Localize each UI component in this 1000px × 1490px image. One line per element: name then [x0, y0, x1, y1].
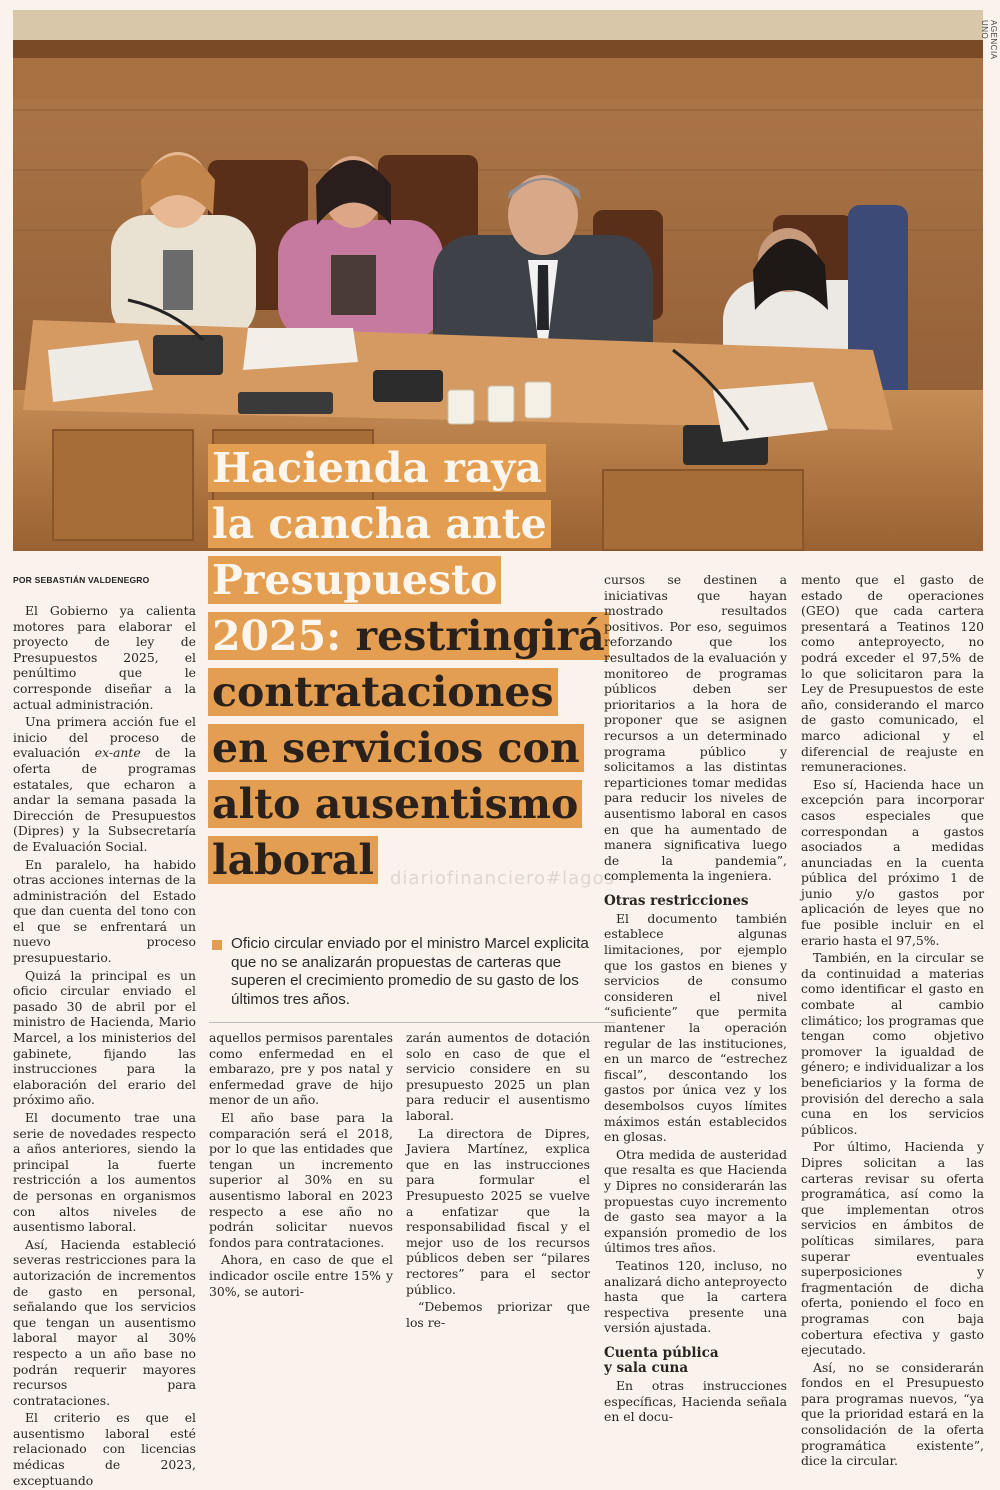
- paragraph: [13, 714, 196, 854]
- headline-line: en servicios con: [208, 724, 584, 772]
- article-column-2: [209, 1030, 393, 1301]
- headline-line: laboral: [208, 836, 378, 884]
- paragraph: “Debemos priorizar que los re-: [406, 1299, 590, 1330]
- paragraph: Teatinos 120, incluso, no analizará dicho anteproyecto hasta que la cartera respectiva presente una versión ajustada.: [604, 1257, 787, 1336]
- paragraph: El Gobierno ya calienta motores para elaborar el proyecto de ley de Presupuestos 2025, el penúltimo que le corresponde diseñar a la actual administración.: [13, 603, 196, 712]
- headline-line: 2025:: [212, 612, 342, 660]
- headline-line: Hacienda raya: [208, 444, 546, 492]
- paragraph: El año base para la comparación será el 2018, por lo que las entidades que tengan un incremento superior al 30% en su ausentismo laboral en 2023 respecto a ese año no podrán solicitar nuevos fondos para contrataciones.: [209, 1109, 393, 1250]
- pull-quote-text: Oficio circular enviado por el ministro Marcel explicita que no se analizarán propuestas de carteras que superen el crecimiento promedio de su gasto de los últimos tres años.: [231, 935, 589, 1008]
- subheading-line: Cuenta pública: [604, 1344, 719, 1361]
- headline: [208, 440, 608, 888]
- paragraph: El criterio es que el ausentismo laboral esté relacionado con licencias médicas de 2023, exceptuando: [13, 1410, 196, 1488]
- subheading: Otras restricciones: [604, 892, 749, 909]
- paragraph: En paralelo, ha habido otras acciones internas de la administración del Estado que dan cuenta del tono con el que se enfrentará un nuevo proceso presupuestario.: [13, 856, 196, 966]
- paragraph: Eso sí, Hacienda hace un excepción para incorporar casos especiales que correspondan a gastos asociados a medidas anunciadas en la cuenta pública del próximo 1 de junio y/o gastos por aplicación de leyes que no fue posible incluir en el erario hasta el 97,5%.: [801, 776, 984, 948]
- pull-quote: [209, 935, 611, 1009]
- subheading-line: y sala cuna: [604, 1359, 689, 1376]
- headline-line: la cancha ante: [208, 500, 551, 548]
- photo-credit: AGENCIA UNO: [980, 20, 998, 60]
- article-column-1: [13, 603, 196, 1490]
- headline-line: restringirá: [355, 612, 605, 660]
- paragraph: Otra medida de austeridad que resalta es que Hacienda y Dipres no considerarán las propuestas cuyo incremento de gasto sea mayor a la expansión promedio de los últimos tres años.: [604, 1146, 787, 1256]
- headline-line: contrataciones: [208, 668, 558, 716]
- paragraph: Por último, Hacienda y Dipres solicitan a las carteras revisar su oferta programática, así como la que implementan otros servicios en ámbitos de políticas similares, para superar eventuales superposiciones y fragmentación de dicha oferta, poniendo el foco en programas con baja cobertura efectiva y gasto ejecutado.: [801, 1139, 984, 1358]
- paragraph: La directora de Dipres, Javiera Martínez, explica que en las instrucciones para formular el Presupuesto 2025 se vuelve a enfatizar que la responsabilidad fiscal y el mejor uso de los recursos públicos deben ser “pilares rectores” para el sector público.: [406, 1125, 590, 1297]
- paragraph: El documento trae una serie de novedades respecto a años anteriores, siendo la principal la fuerte restricción a los aumentos de personas en organismos con altos niveles de ausentismo laboral.: [13, 1110, 196, 1235]
- square-bullet-icon: [212, 940, 222, 950]
- paragraph: Ahora, en caso de que el indicador oscile entre 15% y 30%, se autori-: [209, 1252, 393, 1299]
- paragraph: El documento también establece algunas limitaciones, por ejemplo que los gastos en bienes y servicios de consumo consideren el nivel “suficiente” que permita mantener la operación regular de las instituciones, en un marco de “estrechez fiscal”, descontando los gastos por única vez y los desembolsos cuyos límites máximos están establecidos en glosas.: [604, 910, 787, 1145]
- article-column-4: [604, 572, 787, 1427]
- article-column-3: [406, 1030, 590, 1332]
- subheading: [604, 1346, 787, 1376]
- watermark-text: diariofinanciero#lagos: [390, 868, 615, 889]
- headline-line: Presupuesto: [208, 556, 501, 604]
- paragraph: Así, Hacienda estableció severas restricciones para la autorización de incrementos de gasto en personal, señalando que los servicios que tengan un ausentismo laboral mayor al 30% respecto a un año base no podrán requerir mayores recursos para contrataciones.: [13, 1236, 196, 1408]
- paragraph-text: de la oferta de programas estatales, que echaron a andar la semana pasada la Dirección de Presupuestos (Dipres) y la Subsecretaría de Evaluación Social.: [13, 745, 196, 854]
- paragraph: zarán aumentos de dotación solo en caso de que el servicio considere en su presupuesto 2025 un plan para reducir el ausentismo laboral.: [406, 1030, 590, 1123]
- divider: [209, 1022, 615, 1023]
- paragraph: En otras instrucciones específicas, Hacienda señala en el docu-: [604, 1377, 787, 1425]
- paragraph: aquellos permisos parentales como enfermedad en el embarazo, pre y pos natal y enfermedad grave de hijo menor de un año.: [209, 1030, 393, 1108]
- paragraph: mento que el gasto de estado de operaciones (GEO) que cada cartera presentará a Teatinos 120 como anteproyecto, no podrá exceder el 97,5% de lo que solicitaron para la Ley de Presupuestos de este año, considerando el marco de gasto comunicado, el marco adicional y el diferencial de reajuste en remuneraciones.: [801, 572, 984, 775]
- byline: POR SEBASTIÁN VALDENEGRO: [13, 575, 150, 585]
- paragraph: Así, no se considerarán fondos en el Presupuesto para programas nuevos, “ya que la prioridad estará en la consolidación de la oferta programática existente”, dice la circular.: [801, 1359, 984, 1469]
- headline-line: alto ausentismo: [208, 780, 582, 828]
- paragraph: También, en la circular se da continuidad a materias como identificar el gasto en combate al cambio climático; los programas que tengan como objetivo promover la igualdad de género; e individualizar a los beneficiarios y la forma de provisión del derecho a sala cuna en los servicios públicos.: [801, 950, 984, 1137]
- article-column-5: [801, 572, 984, 1471]
- emphasis-text: ex-ante: [94, 745, 141, 761]
- paragraph: Quizá la principal es un oficio circular enviado el pasado 30 de abril por el ministro de Hacienda, Mario Marcel, a los ministerios del gabinete, fijando las instrucciones para la elaboración del erario del próximo año.: [13, 967, 196, 1108]
- paragraph-text: Una primera acción fue el inicio del proceso de evaluación: [13, 714, 196, 761]
- paragraph: cursos se destinen a iniciativas que hayan mostrado resultados positivos. Por eso, seguimos reforzando que los resultados de la evaluación y monitoreo de programas públicos deben ser prioritarios a la hora de proponer que se asignen recursos a un determinado programa público y solicitamos a las distintas reparticiones tomar medidas para reducir los niveles de ausentismo laboral en casos en que ha aumentado de manera significativa luego de la pandemia”, complementa la ingeniera.: [604, 572, 787, 884]
